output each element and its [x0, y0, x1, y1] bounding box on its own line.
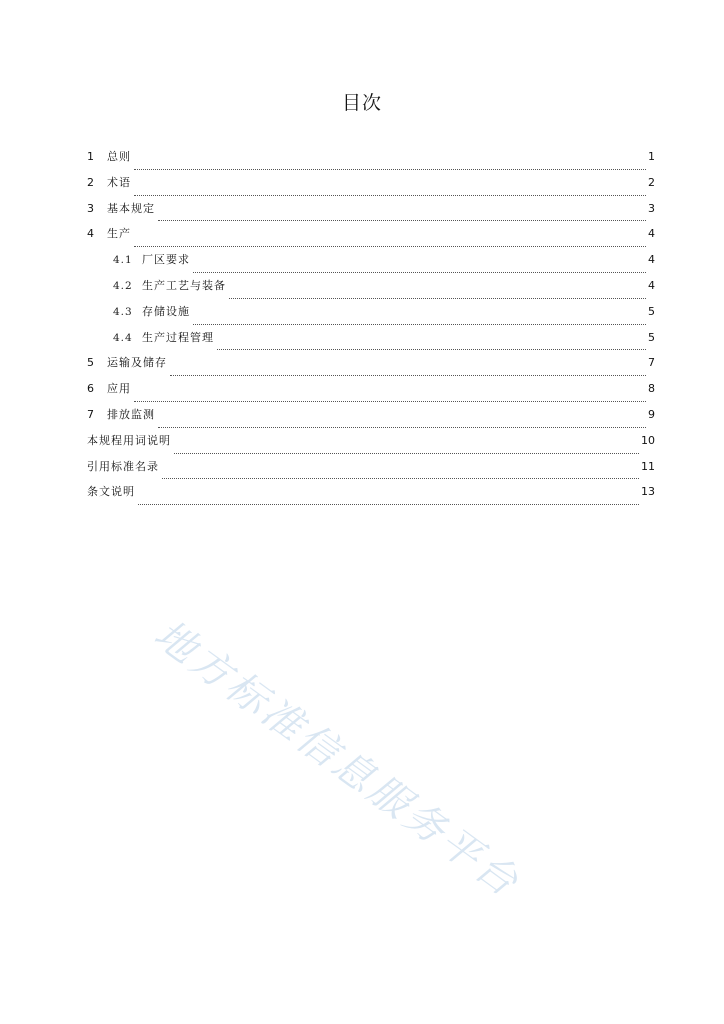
toc-leader-dots: [134, 245, 646, 247]
toc-entry-title: 生产过程管理: [142, 330, 214, 344]
toc-leader-dots: [193, 271, 646, 273]
toc-entry-page: 13: [641, 485, 655, 499]
toc-subentry[interactable]: [87, 305, 655, 331]
toc-entry-number: 4.1: [113, 254, 133, 267]
toc-subentry[interactable]: [87, 279, 655, 305]
page-title: 目次: [341, 92, 382, 114]
toc-entry-title: 基本规定: [107, 201, 155, 215]
toc-entry[interactable]: [87, 460, 655, 486]
table-of-contents: [87, 150, 655, 511]
toc-subentry[interactable]: [87, 253, 655, 279]
toc-leader-dots: [158, 426, 646, 428]
toc-entry[interactable]: [87, 202, 655, 228]
toc-entry[interactable]: [87, 408, 655, 434]
toc-entry-title: 引用标准名录: [87, 459, 159, 473]
toc-entry-number: 2: [87, 175, 94, 189]
toc-entry-number: 4: [87, 227, 94, 241]
toc-entry[interactable]: [87, 176, 655, 202]
toc-entry[interactable]: [87, 382, 655, 408]
toc-leader-dots: [174, 452, 639, 454]
toc-entry-page: 2: [648, 175, 655, 189]
toc-entry-title: 存储设施: [142, 304, 190, 318]
toc-entry-page: 10: [641, 433, 655, 447]
toc-entry-title: 生产工艺与装备: [142, 278, 226, 292]
toc-leader-dots: [229, 297, 646, 299]
toc-entry-title: 运输及储存: [107, 356, 167, 370]
toc-entry-page: 4: [648, 227, 655, 241]
toc-entry-number: 7: [87, 407, 94, 421]
toc-entry[interactable]: [87, 356, 655, 382]
toc-entry-title: 厂区要求: [142, 253, 190, 267]
toc-entry-title: 生产: [107, 227, 131, 241]
toc-entry-number: 1: [87, 150, 94, 163]
toc-entry-page: 11: [641, 459, 655, 473]
toc-entry-page: 9: [648, 407, 655, 421]
toc-entry-page: 1: [648, 150, 655, 163]
toc-entry-number: 3: [87, 201, 94, 215]
toc-entry-number: 4.2: [113, 279, 133, 292]
toc-leader-dots: [134, 400, 646, 402]
toc-entry-title: 术语: [107, 175, 131, 189]
toc-entry-page: 8: [648, 382, 655, 396]
toc-leader-dots: [170, 374, 646, 376]
toc-entry[interactable]: [87, 434, 655, 460]
toc-entry-page: 5: [648, 304, 655, 318]
toc-entry[interactable]: [87, 150, 655, 176]
toc-subentry[interactable]: [87, 331, 655, 357]
toc-entry-number: 4.4: [113, 331, 133, 344]
toc-entry-number: 5: [87, 356, 94, 370]
toc-leader-dots: [134, 194, 646, 196]
toc-entry-title: 总则: [107, 150, 131, 163]
toc-entry-title: 条文说明: [87, 485, 135, 499]
toc-leader-dots: [138, 503, 639, 505]
toc-entry-page: 3: [648, 201, 655, 215]
toc-entry-page: 4: [648, 253, 655, 267]
toc-entry[interactable]: [87, 227, 655, 253]
toc-leader-dots: [158, 219, 646, 221]
toc-entry-title: 应用: [107, 382, 131, 396]
toc-entry-number: 4.3: [113, 305, 133, 318]
toc-entry-number: 6: [87, 382, 94, 396]
toc-leader-dots: [193, 323, 646, 325]
toc-entry-page: 4: [648, 278, 655, 292]
toc-leader-dots: [162, 477, 639, 479]
toc-entry[interactable]: [87, 485, 655, 511]
toc-entry-title: 本规程用词说明: [87, 433, 171, 447]
toc-leader-dots: [134, 168, 646, 170]
toc-entry-page: 5: [648, 330, 655, 344]
toc-leader-dots: [217, 348, 646, 350]
watermark: 地方标准信息服务平台: [145, 611, 529, 908]
toc-entry-title: 排放监测: [107, 407, 155, 421]
toc-entry-page: 7: [648, 356, 655, 370]
